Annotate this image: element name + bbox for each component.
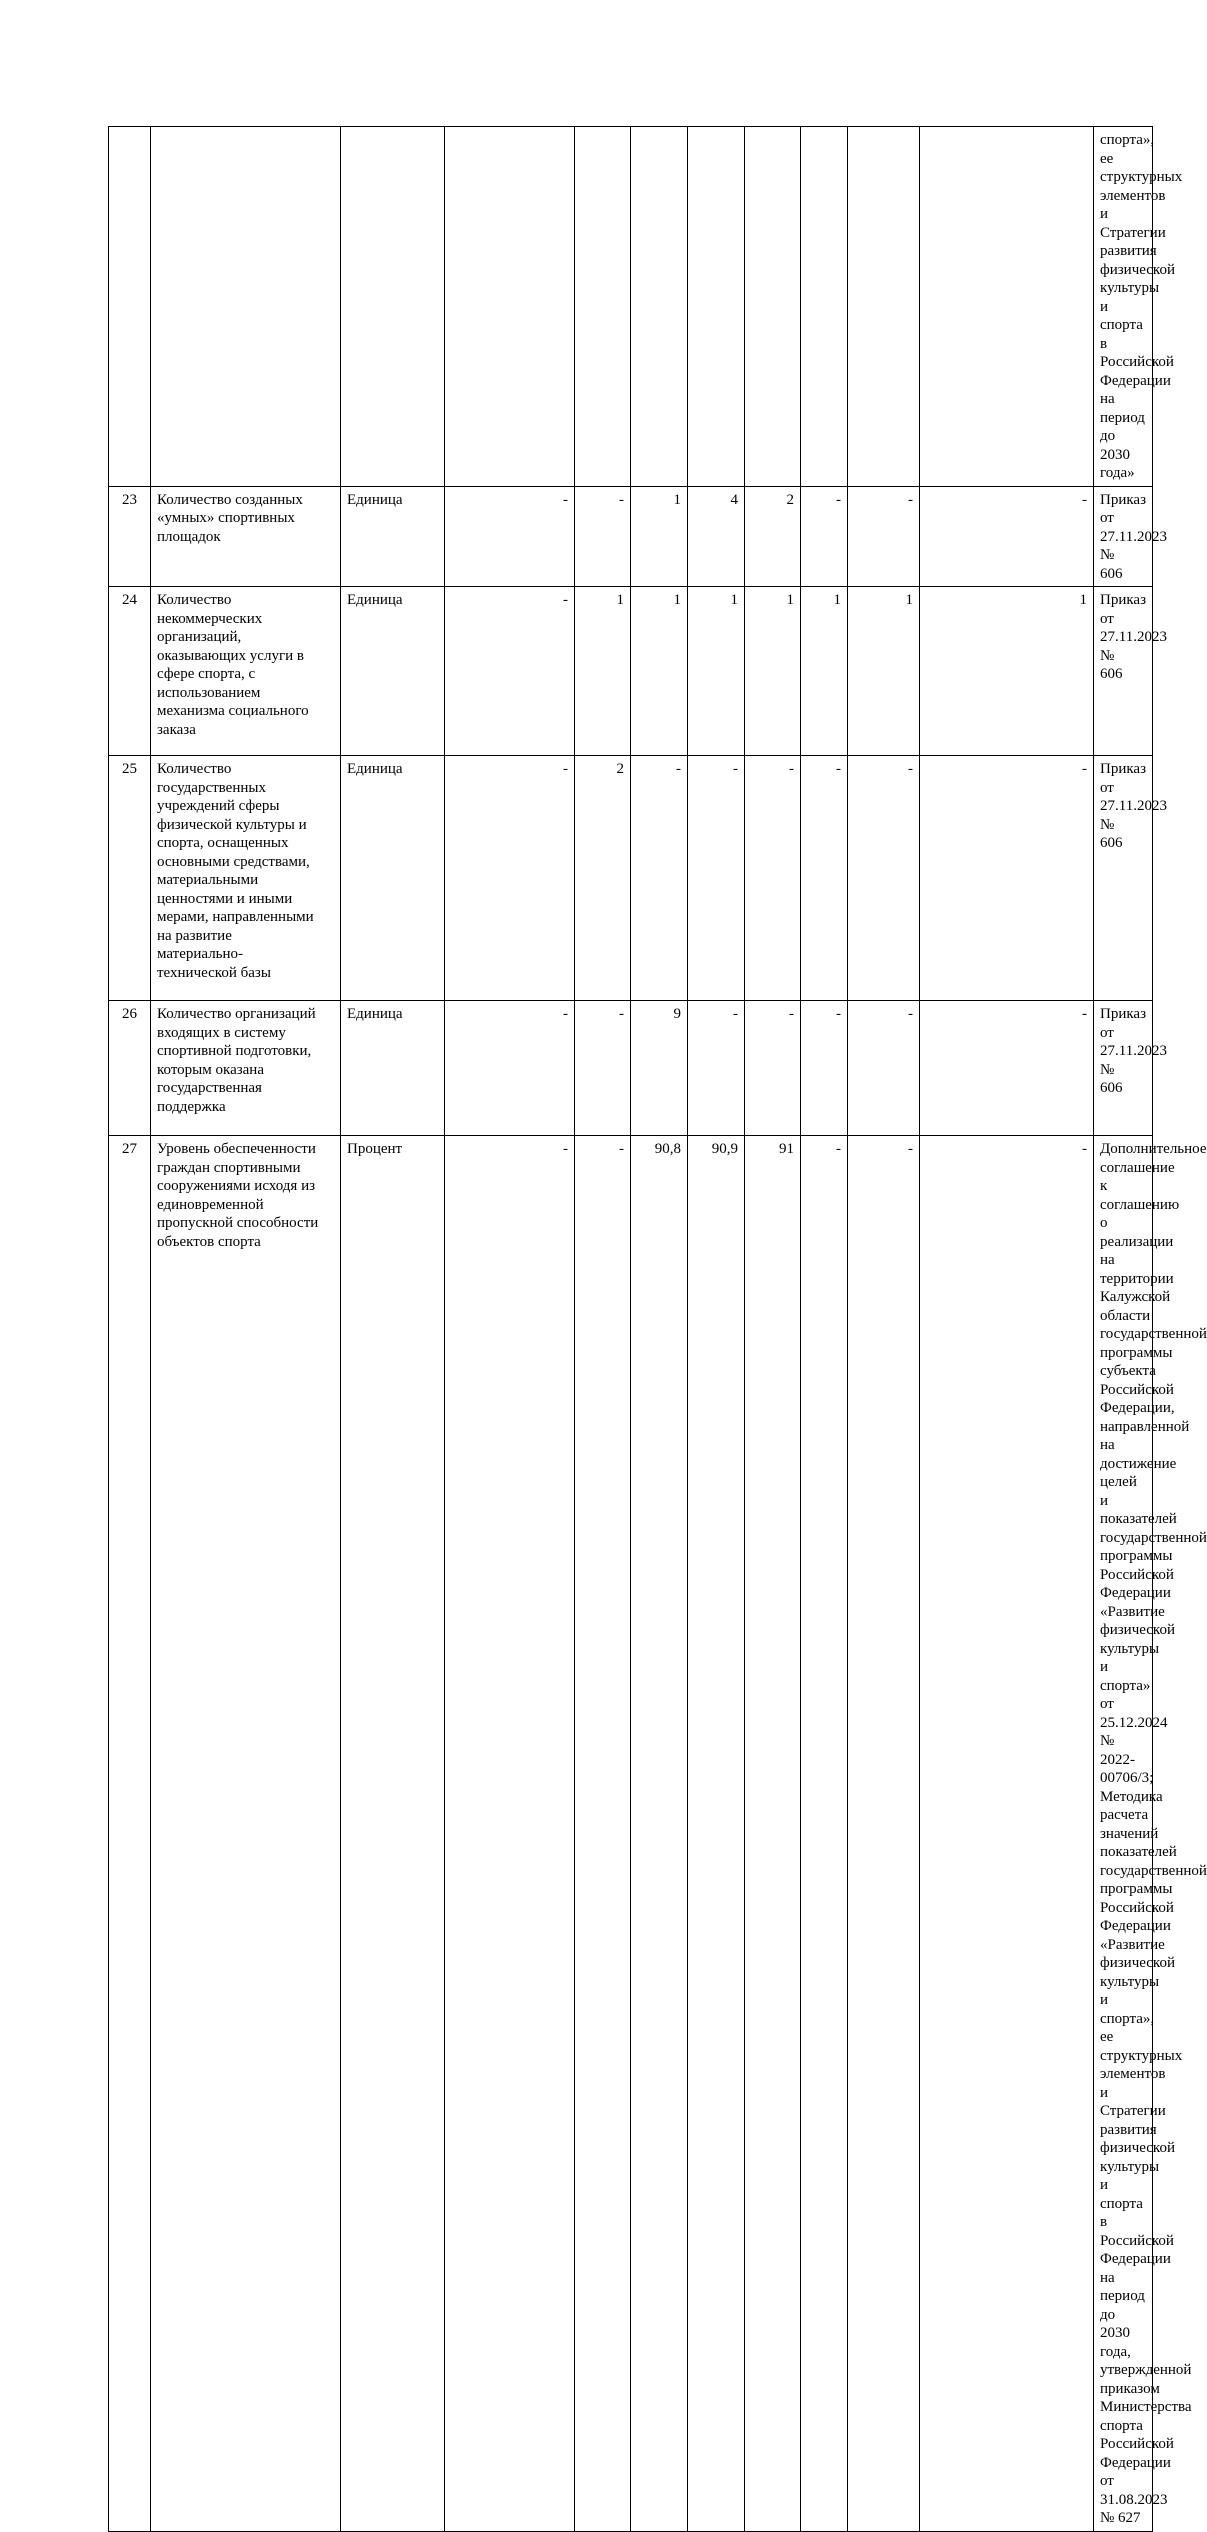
value-cell <box>575 127 631 487</box>
value-cell: - <box>801 1001 848 1136</box>
value-cell: - <box>801 486 848 587</box>
value-cell: - <box>848 756 920 1001</box>
indicator-name <box>151 127 341 487</box>
source-document: Приказ от 27.11.2023 № 606 <box>1094 486 1153 587</box>
value-cell: - <box>801 1136 848 2532</box>
source-document: Дополнительное соглашение к соглашению о реализации на территории Калужской области государственной программы субъекта Российской Федерации, направленной на достижение целей и показателей государственной программы Российской Федерации «Развитие физической культуры и спорта» от 25.12.2024 № 2022-00706/3; Методика расчета значений показателей государственной программы Российской Федерации «Развитие физической культуры и спорта», ее структурных элементов и Стратегии развития физической культуры и спорта в Российской Федерации на период до 2030 года, утвержденной приказом Министерства спорта Российской Федерации от 31.08.2023 № 627 <box>1094 1136 1153 2532</box>
value-cell: 91 <box>745 1136 801 2532</box>
value-cell: 1 <box>920 587 1094 756</box>
row-number: 26 <box>109 1001 151 1136</box>
source-document: Приказ от 27.11.2023 № 606 <box>1094 587 1153 756</box>
row-number: 24 <box>109 587 151 756</box>
unit-cell: Единица <box>341 1001 445 1136</box>
unit-cell: Единица <box>341 486 445 587</box>
row-number <box>109 127 151 487</box>
value-cell <box>688 127 745 487</box>
value-cell: - <box>575 486 631 587</box>
table-row <box>109 486 1153 587</box>
base-value: - <box>445 756 575 1001</box>
table-body <box>109 127 1207 2532</box>
indicator-name: Количество некоммерческих организаций, оказывающих услуги в сфере спорта, с использованием механизма социального заказа <box>151 587 341 756</box>
unit-cell: Единица <box>341 587 445 756</box>
value-cell: - <box>848 1001 920 1136</box>
value-cell: - <box>575 1136 631 2532</box>
unit-cell: Процент <box>341 1136 445 2532</box>
value-cell <box>920 127 1094 487</box>
source-document: Приказ от 27.11.2023 № 606 <box>1094 1001 1153 1136</box>
value-cell <box>631 127 688 487</box>
value-cell: - <box>848 1136 920 2532</box>
row-number: 27 <box>109 1136 151 2532</box>
indicator-name: Уровень обеспеченности граждан спортивными сооружениями исходя из единовременной пропускной способности объектов спорта <box>151 1136 341 2532</box>
unit-cell: Единица <box>341 756 445 1001</box>
value-cell: - <box>848 486 920 587</box>
value-cell: - <box>920 1001 1094 1136</box>
value-cell <box>801 127 848 487</box>
indicators-table <box>108 126 1207 2532</box>
base-value: - <box>445 587 575 756</box>
source-document: Приказ от 27.11.2023 № 606 <box>1094 756 1153 1001</box>
value-cell: - <box>631 756 688 1001</box>
indicator-name: Количество созданных «умных» спортивных площадок <box>151 486 341 587</box>
value-cell: 9 <box>631 1001 688 1136</box>
value-cell: 1 <box>745 587 801 756</box>
value-cell: 4 <box>688 486 745 587</box>
indicator-name: Количество организаций входящих в систему спортивной подготовки, которым оказана государственная поддержка <box>151 1001 341 1136</box>
value-cell: 2 <box>575 756 631 1001</box>
value-cell: 1 <box>848 587 920 756</box>
value-cell: - <box>920 756 1094 1001</box>
value-cell: - <box>575 1001 631 1136</box>
value-cell <box>848 127 920 487</box>
value-cell: - <box>920 1136 1094 2532</box>
value-cell: 1 <box>688 587 745 756</box>
indicator-name: Количество государственных учреждений сферы физической культуры и спорта, оснащенных основными средствами, материальными ценностями и иными мерами, направленными на развитие материально- технической базы <box>151 756 341 1001</box>
base-value: - <box>445 1136 575 2532</box>
row-number: 23 <box>109 486 151 587</box>
value-cell: - <box>920 486 1094 587</box>
table-row <box>109 756 1153 1001</box>
value-cell: 1 <box>801 587 848 756</box>
base-value: - <box>445 486 575 587</box>
value-cell: - <box>745 756 801 1001</box>
source-document: спорта», ее структурных элементов и Стратегии развития физической культуры и спорта в Российской Федерации на период до 2030 года» <box>1094 127 1153 487</box>
value-cell: 1 <box>631 486 688 587</box>
table-row <box>109 127 1153 487</box>
unit-cell <box>341 127 445 487</box>
value-cell <box>745 127 801 487</box>
table-row <box>109 1001 1153 1136</box>
value-cell: - <box>688 1001 745 1136</box>
table-row <box>109 1136 1153 2532</box>
table-row <box>109 587 1153 756</box>
value-cell: 1 <box>575 587 631 756</box>
value-cell: 1 <box>631 587 688 756</box>
row-number: 25 <box>109 756 151 1001</box>
value-cell: - <box>688 756 745 1001</box>
base-value: - <box>445 1001 575 1136</box>
value-cell: 2 <box>745 486 801 587</box>
base-value <box>445 127 575 487</box>
value-cell: 90,9 <box>688 1136 745 2532</box>
value-cell: - <box>801 756 848 1001</box>
value-cell: 90,8 <box>631 1136 688 2532</box>
value-cell: - <box>745 1001 801 1136</box>
